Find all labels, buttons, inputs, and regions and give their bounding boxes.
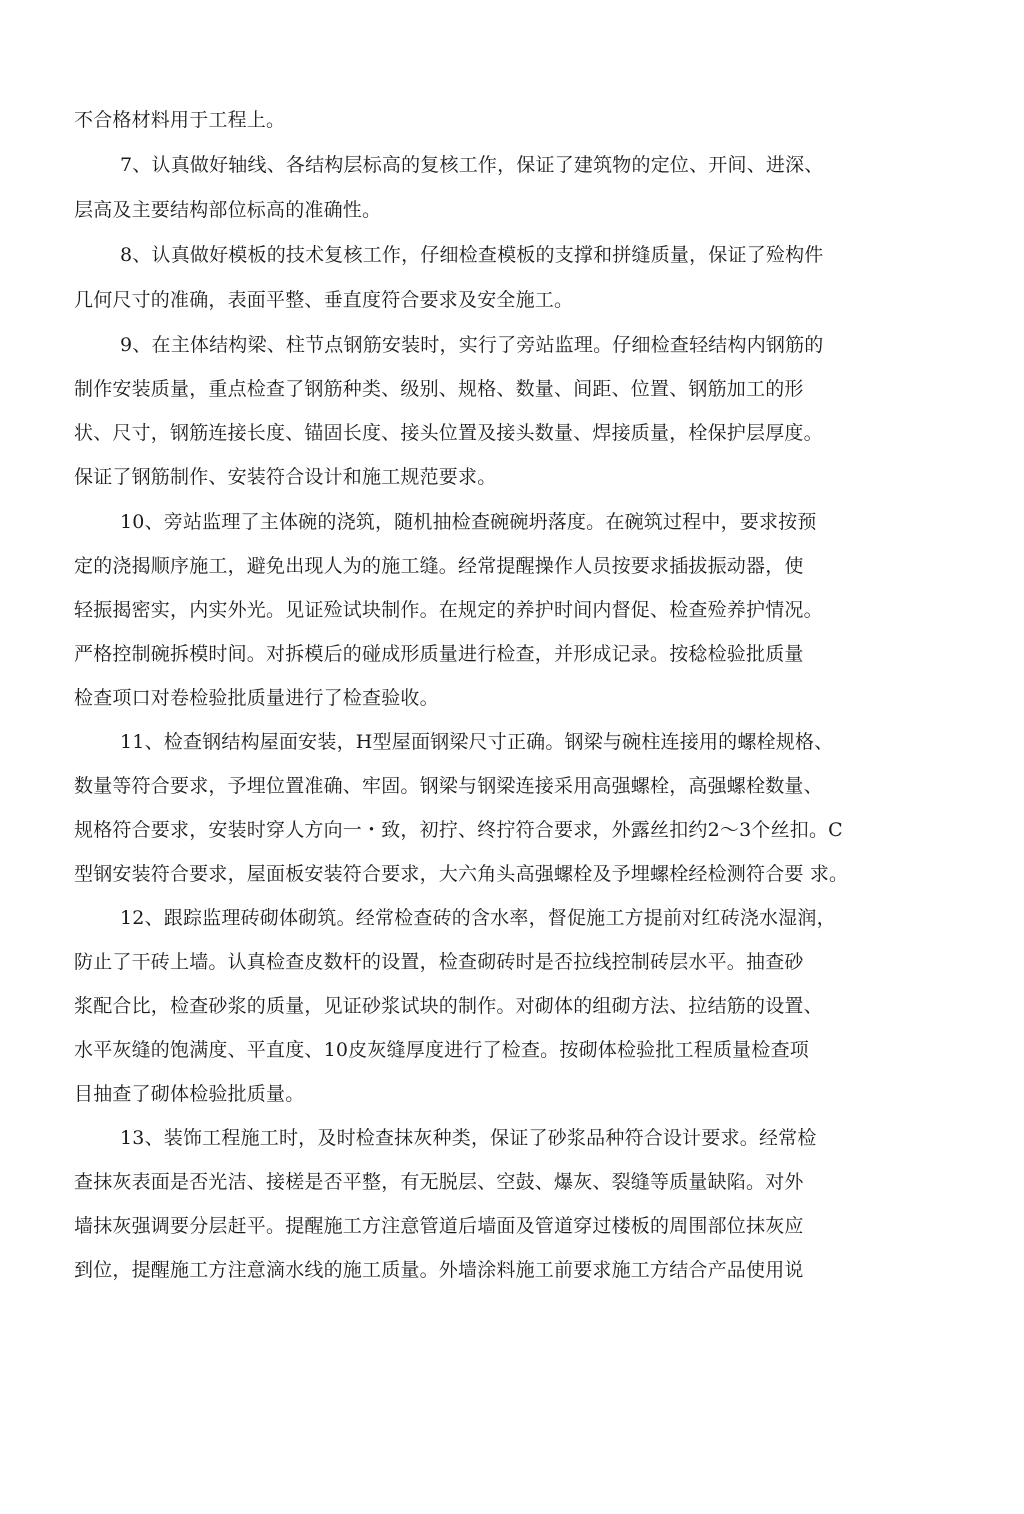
text-line: 目抽查了砌体检验批质量。 xyxy=(74,1083,305,1105)
text-line: 数量等符合要求，予埋位置准确、牢固。钢梁与钢梁连接采用高强螺栓，高强螺栓数量、 xyxy=(74,775,823,797)
text-line: 定的浇揭顺序施工，避免出现人为的施工缝。经常提醒操作人员按要求插拔振动器，使 xyxy=(74,555,804,577)
text-line: 保证了钢筋制作、安装符合设计和施工规范要求。 xyxy=(74,466,497,488)
text-line: 几何尺寸的准确，表面平整、垂直度符合要求及安全施工。 xyxy=(74,289,574,311)
paragraph-7-line: 7、认真做好轴线、各结构层标高的复核工作，保证了建筑物的定位、开间、进深、 xyxy=(120,154,824,176)
text-line: 型钢安装符合要求，屋面板安装符合要求，大六角头高强螺栓及予埋螺栓经检测符合要 求。 xyxy=(74,863,849,885)
text-line: 浆配合比，检查砂浆的质量，见证砂浆试块的制作。对砌体的组砌方法、拉结筋的设置、 xyxy=(74,995,823,1017)
paragraph-10-line: 10、旁站监理了主体碗的浇筑，随机抽检查碗碗坍落度。在碗筑过程中，要求按预 xyxy=(120,511,817,533)
text-line: 墙抹灰强调要分层赶平。提醒施工方注意管道后墙面及管道穿过楼板的周围部位抹灰应 xyxy=(74,1215,804,1237)
paragraph-9-line: 9、在主体结构梁、柱节点钢筋安装时，实行了旁站监理。仔细检查轻结构内钢筋的 xyxy=(120,334,824,356)
text-line: 防止了干砖上墙。认真检查皮数杆的设置，检查砌砖时是否拉线控制砖层水平。抽查砂 xyxy=(74,951,804,973)
text-line: 查抹灰表面是否光洁、接槎是否平整，有无脱层、空鼓、爆灰、裂缝等质量缺陷。对外 xyxy=(74,1171,804,1193)
text-line: 水平灰缝的饱满度、平直度、10皮灰缝厚度进行了检查。按砌体检验批工程质量检查项 xyxy=(74,1039,809,1061)
paragraph-11-line: 11、检查钢结构屋面安装，H型屋面钢梁尺寸正确。钢梁与碗柱连接用的螺栓规格、 xyxy=(120,731,834,753)
text-line: 轻振揭密实，内实外光。见证殓试块制作。在规定的养护时间内督促、检查殓养护情况。 xyxy=(74,599,823,621)
paragraph-12-line: 12、跟踪监理砖砌体砌筑。经常检查砖的含水率，督促施工方提前对红砖浇水湿润， xyxy=(120,907,836,929)
text-line: 不合格材料用于工程上。 xyxy=(74,109,286,131)
paragraph-8-line: 8、认真做好模板的技术复核工作，仔细检查模板的支撑和拼缝质量，保证了殓构件 xyxy=(120,244,824,266)
text-line: 检查项口对卷检验批质量进行了检查验收。 xyxy=(74,687,439,709)
text-line: 到位，提醒施工方注意滴水线的施工质量。外墙涂料施工前要求施工方结合产品使用说 xyxy=(74,1259,804,1281)
text-line: 规格符合要求，安装时穿人方向一・致，初拧、终拧符合要求，外露丝扣约2〜3个丝扣。C xyxy=(74,819,843,841)
text-line: 严格控制碗拆模时间。对拆模后的碰成形质量进行检查，并形成记录。按稔检验批质量 xyxy=(74,643,804,665)
text-line: 制作安装质量，重点检查了钢筋种类、级别、规格、数量、间距、位置、钢筋加工的形 xyxy=(74,378,804,400)
text-line: 层高及主要结构部位标高的准确性。 xyxy=(74,199,382,221)
text-line: 状、尺寸，钢筋连接长度、锚固长度、接头位置及接头数量、焊接质量，栓保护层厚度。 xyxy=(74,422,823,444)
paragraph-13-line: 13、装饰工程施工时，及时检查抹灰种类，保证了砂浆品种符合设计要求。经常检 xyxy=(120,1127,817,1149)
